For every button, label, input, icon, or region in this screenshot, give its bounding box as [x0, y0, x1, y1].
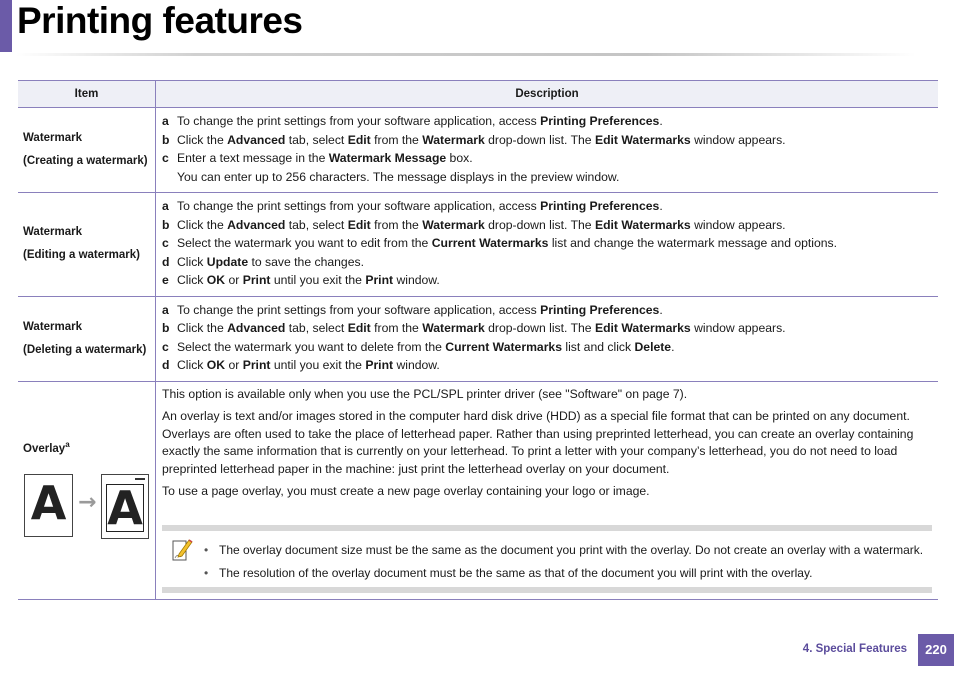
table-row [18, 296, 938, 381]
note-item: • The resolution of the overlay document must be the same as that of the document you will print with the overlay. [202, 564, 923, 582]
overlay-paragraph: An overlay is text and/or images stored in the computer hard disk drive (HDD) as a special file format that can be printed on any document. Overlays are often used to take the place of letterhead paper. Rather than using preprinted letterhead, you can create an overlay containing exactly the same information that is currently on your letterhead. To print a letter with your company’s letterhead, you do not need to load preprinted letterhead paper in the machine: just print the letterhead overlay on your document. [162, 409, 914, 476]
overlay-description-cell [156, 381, 939, 599]
overlay-document-image: A [101, 474, 149, 539]
item-subtitle: (Deleting a watermark) [23, 343, 147, 356]
step-line [162, 356, 932, 375]
footer-section-label: 4. Special Features [802, 643, 907, 655]
overlay-item-cell [18, 381, 156, 599]
step-text: Enter a text message in the Watermark Message box. [177, 151, 473, 165]
step-text: Click the Advanced tab, select Edit from the Watermark drop-down list. The Edit Watermarks window appears. [177, 217, 786, 232]
page-number-badge: 220 [918, 634, 954, 666]
step-line [162, 131, 932, 150]
step-letter: c [162, 151, 169, 165]
note-item: • The overlay document size must be the same as the document you print with the overlay. Do not create an overlay with a watermark. [202, 541, 923, 559]
step-text: Select the watermark you want to edit from the Current Watermarks list and change the watermark message and options. [177, 236, 838, 250]
table-row [18, 108, 938, 193]
step-line [162, 338, 932, 357]
step-text: To change the print settings from your software application, access Printing Preferences. [177, 199, 663, 213]
title-accent-bar [0, 0, 12, 52]
step-letter: d [162, 254, 170, 269]
arrow-right-icon: → [78, 489, 97, 515]
item-subtitle: (Creating a watermark) [23, 155, 148, 167]
table-row [18, 193, 938, 297]
note-box [162, 525, 932, 593]
step-text: Select the watermark you want to delete from the Current Watermarks list and click Delete. [177, 339, 675, 354]
item-cell [18, 296, 156, 381]
item-cell [18, 108, 156, 193]
item-subtitle: (Editing a watermark) [23, 249, 140, 262]
column-header-description: Description [156, 81, 939, 108]
note-list [202, 541, 923, 587]
step-line [162, 271, 932, 290]
step-letter: e [162, 273, 169, 287]
features-table [18, 80, 938, 600]
step-letter: b [162, 132, 170, 147]
overlay-paragraph: To use a page overlay, you must create a new page overlay containing your logo or image. [162, 484, 650, 498]
step-line [162, 301, 932, 320]
step-text: Click OK or Print until you exit the Print window. [177, 273, 440, 287]
step-text: Click Update to save the changes. [177, 254, 364, 269]
step-letter: b [162, 321, 170, 335]
step-line [162, 168, 932, 187]
step-line [162, 197, 932, 216]
table-row [18, 381, 938, 599]
description-cell [156, 108, 939, 193]
footnote-mark: a [65, 439, 70, 449]
title-divider [16, 53, 916, 56]
item-title: Watermark [23, 132, 83, 144]
step-line [162, 112, 932, 131]
plain-document-image: A [24, 474, 73, 537]
overlay-paragraph: This option is available only when you use the PCL/SPL printer driver (see "Software" on page 7). [162, 386, 688, 401]
item-title: Watermark [23, 320, 83, 333]
step-text: You can enter up to 256 characters. The message displays in the preview window. [177, 169, 620, 184]
step-letter: a [162, 302, 169, 317]
step-text: To change the print settings from your software application, access Printing Preferences. [177, 114, 663, 128]
description-cell [156, 296, 939, 381]
step-letter: a [162, 114, 169, 128]
step-letter: b [162, 217, 170, 232]
overlay-label: Overlay$^a$ [23, 439, 70, 455]
step-letter: a [162, 199, 169, 213]
step-letter: d [162, 358, 170, 372]
step-letter: c [162, 236, 169, 250]
table-header-row [18, 81, 938, 108]
column-header-item: Item [18, 81, 156, 108]
step-text: Click the Advanced tab, select Edit from the Watermark drop-down list. The Edit Watermarks window appears. [177, 321, 786, 335]
step-text: To change the print settings from your software application, access Printing Preferences. [177, 302, 663, 317]
step-line [162, 253, 932, 272]
description-cell [156, 193, 939, 297]
page-title: Printing features [17, 0, 303, 41]
note-pencil-icon [170, 537, 194, 563]
step-line [162, 216, 932, 235]
step-line [162, 319, 932, 338]
step-line [162, 234, 932, 253]
step-letter: c [162, 339, 169, 354]
step-text: Click OK or Print until you exit the Print window. [177, 358, 440, 372]
step-line [162, 149, 932, 168]
item-cell [18, 193, 156, 297]
step-text: Click the Advanced tab, select Edit from the Watermark drop-down list. The Edit Watermarks window appears. [177, 132, 786, 147]
item-title: Watermark [23, 226, 83, 239]
